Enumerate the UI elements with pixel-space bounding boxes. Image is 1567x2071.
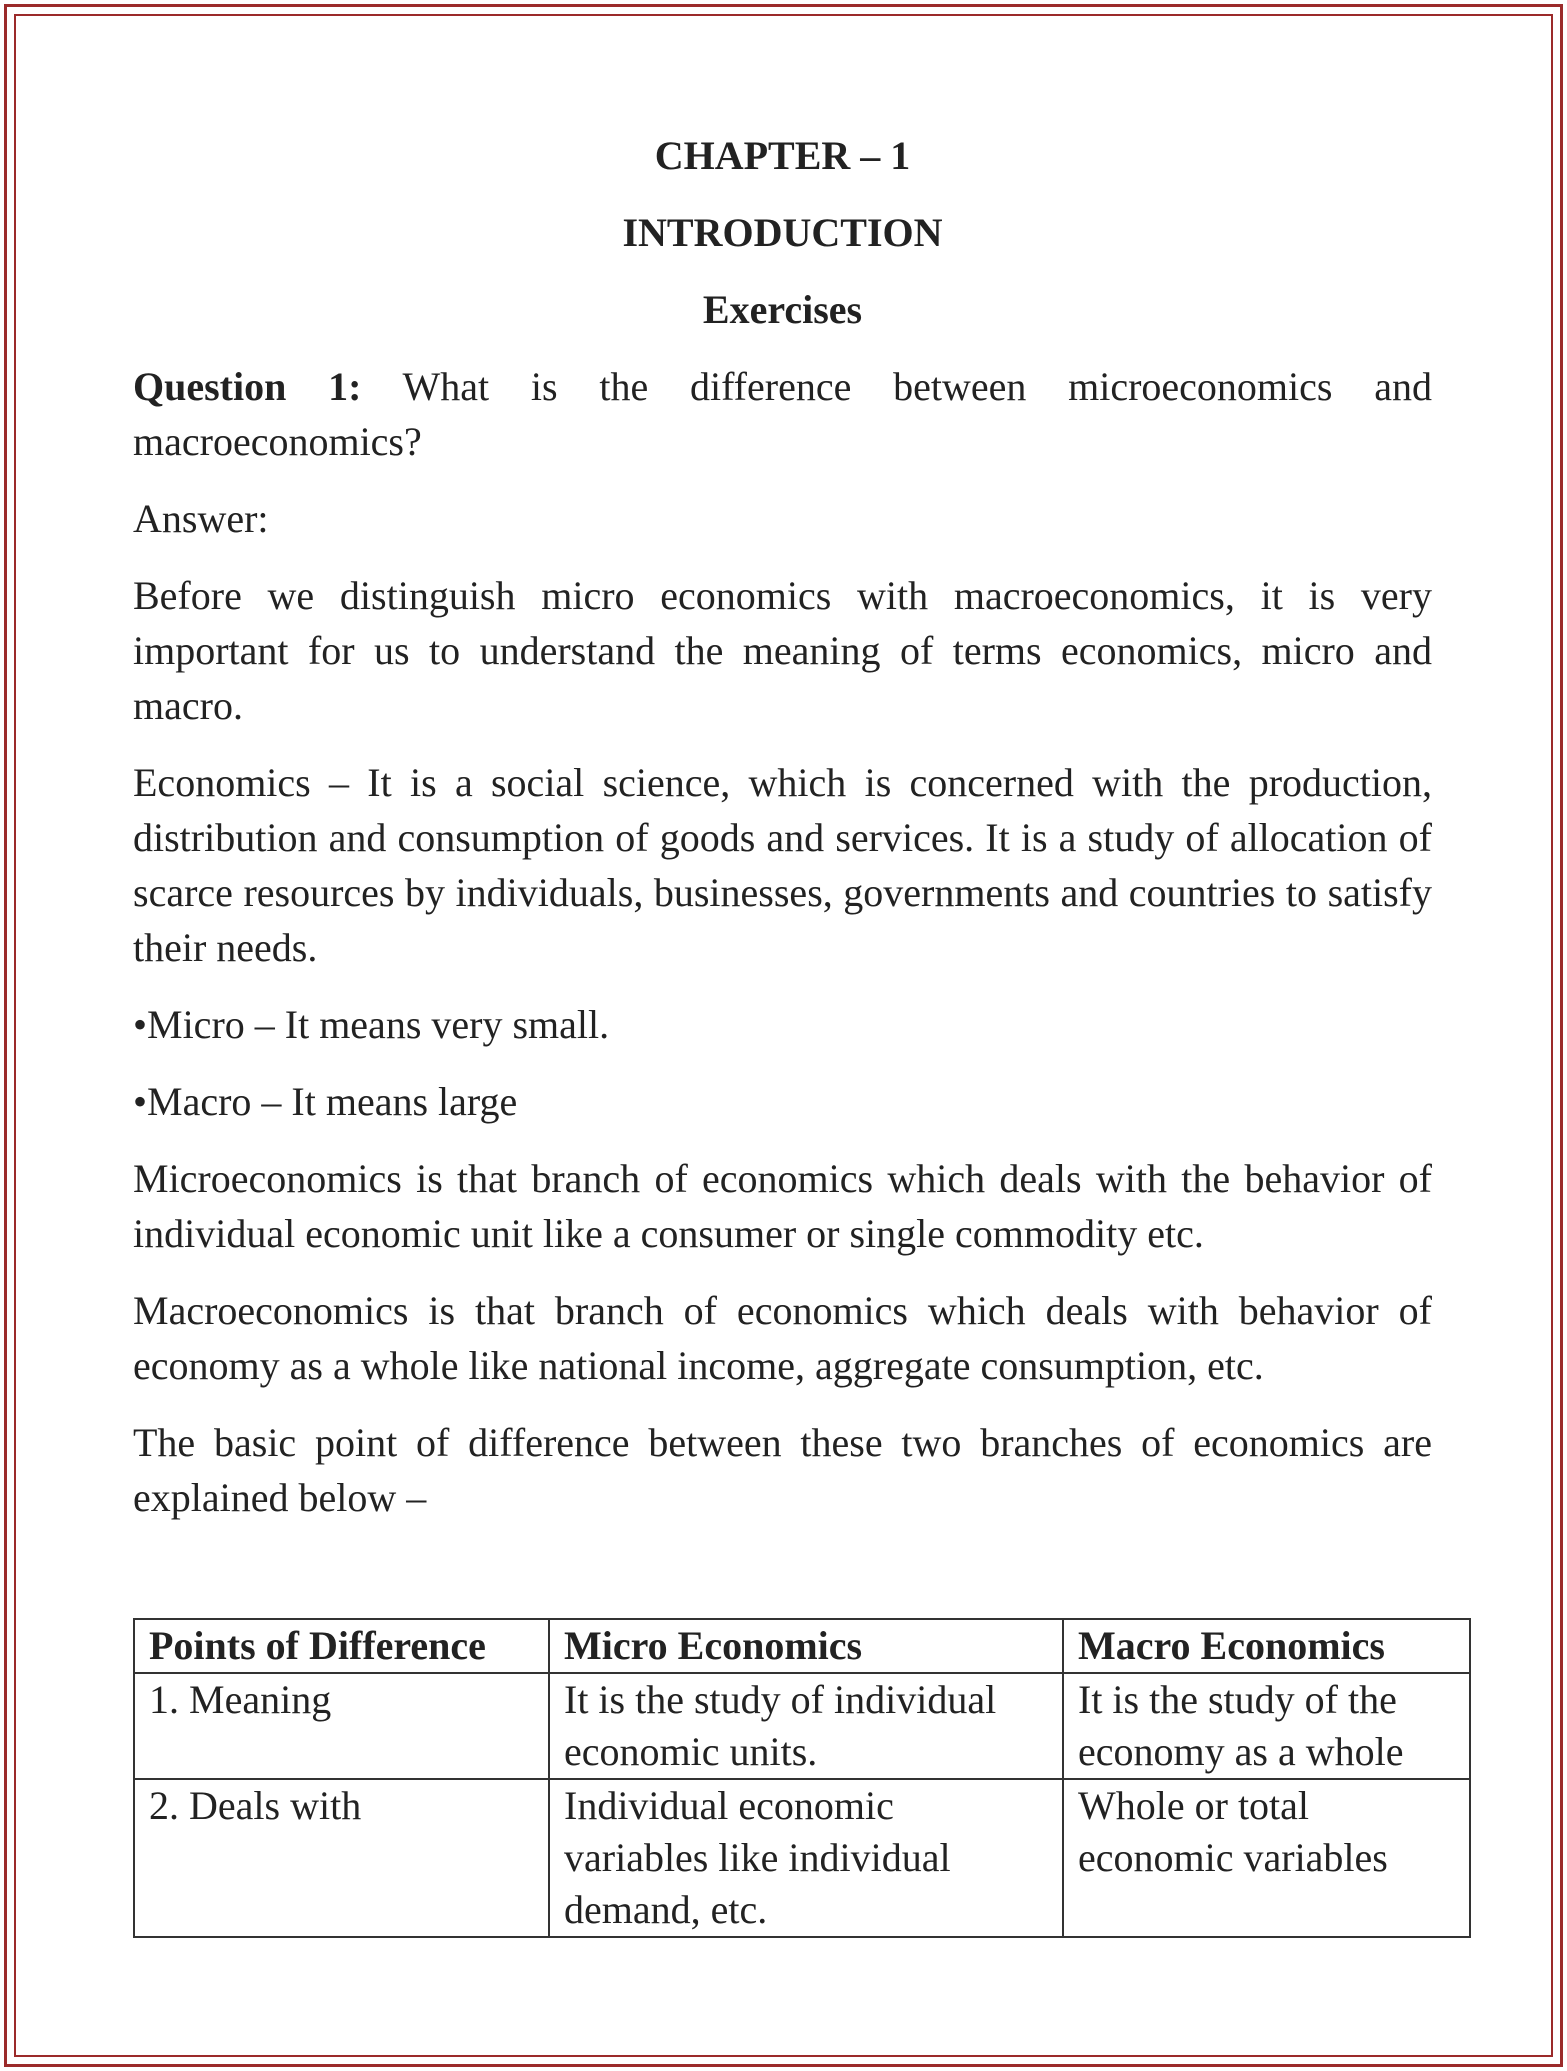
chapter-heading: CHAPTER – 1 xyxy=(654,133,911,178)
table-cell: Individual economic variables like individual demand, etc. xyxy=(549,1779,1063,1937)
table-cell: It is the study of individual economic units. xyxy=(549,1673,1063,1779)
paragraph-economics: Economics – It is a social science, which is concerned with the production, distribution and consumption of goods and services. It is a study of allocation of scarce resources by individuals, businesses, governments and countries to satisfy their needs. xyxy=(133,760,1432,970)
paragraph-microeconomics: Microeconomics is that branch of economics which deals with the behavior of individual economic unit like a consumer or single commodity etc. xyxy=(133,1156,1432,1256)
question-1 xyxy=(133,359,1432,469)
document-body xyxy=(133,128,1432,1547)
answer-label: Answer: xyxy=(133,496,269,541)
difference-table xyxy=(133,1618,1471,1938)
bullet-micro: •Micro – It means very small. xyxy=(133,1002,610,1047)
table-cell: Whole or total economic variables xyxy=(1063,1779,1470,1937)
table-cell: It is the study of the economy as a whole xyxy=(1063,1673,1470,1779)
question-text: What is the difference between microeconomics and macroeconomics? xyxy=(133,364,1432,464)
table-header-micro: Micro Economics xyxy=(549,1619,1063,1673)
chapter-title: INTRODUCTION xyxy=(622,210,943,255)
paragraph-difference-intro: The basic point of difference between these two branches of economics are explained below – xyxy=(133,1420,1432,1520)
table-header-row xyxy=(134,1619,1470,1673)
table-cell: 2. Deals with xyxy=(134,1779,549,1937)
table-cell: 1. Meaning xyxy=(134,1673,549,1779)
section-heading: Exercises xyxy=(702,287,863,332)
question-label: Question 1: xyxy=(133,364,362,409)
paragraph-macroeconomics: Macroeconomics is that branch of economics which deals with behavior of economy as a whole like national income, aggregate consumption, etc. xyxy=(133,1288,1432,1388)
bullet-macro: •Macro – It means large xyxy=(133,1079,518,1124)
table-row xyxy=(134,1673,1470,1779)
table-header-points: Points of Difference xyxy=(134,1619,549,1673)
table-row xyxy=(134,1779,1470,1937)
paragraph-intro: Before we distinguish micro economics with macroeconomics, it is very important for us to understand the meaning of terms economics, micro and macro. xyxy=(133,573,1432,728)
table-header-macro: Macro Economics xyxy=(1063,1619,1470,1673)
